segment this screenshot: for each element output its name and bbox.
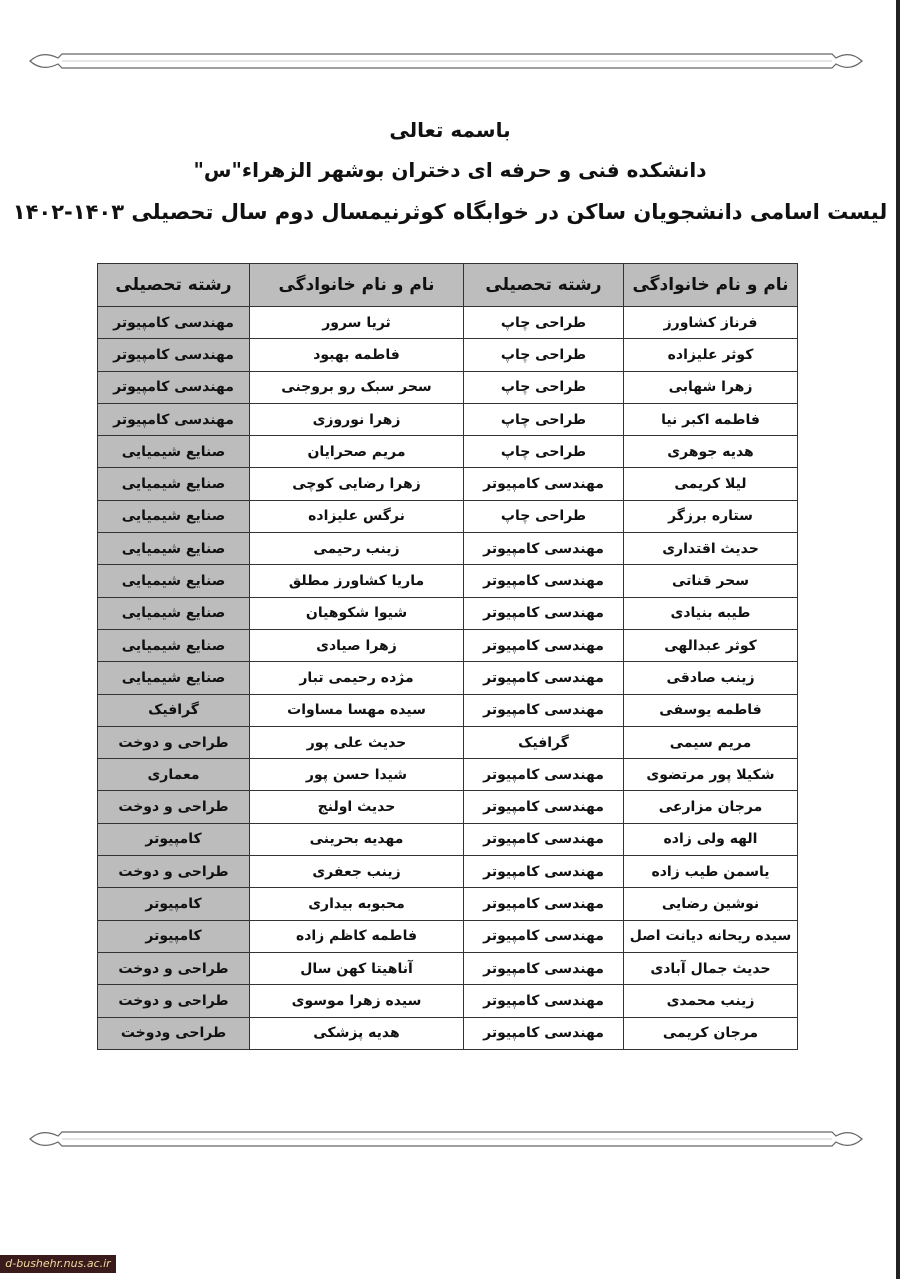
table-body <box>98 307 798 1050</box>
table-row <box>98 533 798 565</box>
cell-name-right: طیبه بنیادی <box>624 597 798 629</box>
cell-name-right: لیلا کریمی <box>624 468 798 500</box>
cell-name-right: یاسمن طیب زاده <box>624 856 798 888</box>
cell-major-right: مهندسی کامپیوتر <box>464 468 624 500</box>
source-watermark: d-bushehr.nus.ac.ir <box>0 1255 116 1273</box>
cell-name-right: حدیث اقتداری <box>624 533 798 565</box>
header-name-left: نام و نام خانوادگی <box>250 264 464 307</box>
table-row <box>98 436 798 468</box>
table-row <box>98 726 798 758</box>
cell-name-left: آناهیتا کهن سال <box>250 952 464 984</box>
cell-name-left: سحر سبک رو بروجنی <box>250 371 464 403</box>
table-row <box>98 791 798 823</box>
cell-major-left: صنایع شیمیایی <box>98 662 250 694</box>
cell-major-left: طراحی و دوخت <box>98 856 250 888</box>
cell-major-left: کامپیوتر <box>98 888 250 920</box>
cell-major-left: صنایع شیمیایی <box>98 436 250 468</box>
cell-name-right: الهه ولی زاده <box>624 823 798 855</box>
header-name-right: نام و نام خانوادگی <box>624 264 798 307</box>
cell-major-left: مهندسی کامپیوتر <box>98 371 250 403</box>
cell-major-left: طراحی و دوخت <box>98 791 250 823</box>
table-row <box>98 597 798 629</box>
cell-name-right: هدیه جوهری <box>624 436 798 468</box>
cell-name-right: مرجان کریمی <box>624 1017 798 1049</box>
cell-name-right: زینب محمدی <box>624 985 798 1017</box>
cell-major-left: کامپیوتر <box>98 823 250 855</box>
cell-name-right: فاطمه یوسفی <box>624 694 798 726</box>
cell-name-left: مهدیه بحرینی <box>250 823 464 855</box>
cell-name-right: مریم سیمی <box>624 726 798 758</box>
cell-name-left: هدیه پزشکی <box>250 1017 464 1049</box>
cell-name-left: ماریا کشاورز مطلق <box>250 565 464 597</box>
cell-name-right: حدیث جمال آبادی <box>624 952 798 984</box>
cell-major-left: گرافیک <box>98 694 250 726</box>
table-row <box>98 662 798 694</box>
cell-major-left: صنایع شیمیایی <box>98 468 250 500</box>
cell-name-right: فرناز کشاورز <box>624 307 798 339</box>
cell-major-left: صنایع شیمیایی <box>98 533 250 565</box>
cell-major-right: طراحی چاپ <box>464 500 624 532</box>
cell-name-left: زینب جعفری <box>250 856 464 888</box>
cell-name-right: سحر قناتی <box>624 565 798 597</box>
cell-name-left: مریم صحرایان <box>250 436 464 468</box>
document-basmala: باسمه تعالی <box>389 118 511 142</box>
cell-major-right: طراحی چاپ <box>464 403 624 435</box>
cell-major-left: کامپیوتر <box>98 920 250 952</box>
cell-name-left: زهرا رضایی کوچی <box>250 468 464 500</box>
bottom-scroll-ornament <box>22 1122 868 1156</box>
cell-name-right: کوثر علیزاده <box>624 339 798 371</box>
cell-name-left: زینب رحیمی <box>250 533 464 565</box>
cell-name-left: فاطمه بهبود <box>250 339 464 371</box>
cell-major-left: صنایع شیمیایی <box>98 500 250 532</box>
cell-name-right: زهرا شهابی <box>624 371 798 403</box>
cell-major-left: مهندسی کامپیوتر <box>98 339 250 371</box>
page-edge <box>896 0 900 1279</box>
table-row <box>98 985 798 1017</box>
cell-name-right: نوشین رضایی <box>624 888 798 920</box>
table-header-row <box>98 264 798 307</box>
table-row <box>98 339 798 371</box>
cell-name-left: حدیث اولنج <box>250 791 464 823</box>
table-row <box>98 694 798 726</box>
table-row <box>98 371 798 403</box>
cell-name-right: فاطمه اکبر نیا <box>624 403 798 435</box>
cell-major-right: مهندسی کامپیوتر <box>464 1017 624 1049</box>
cell-name-left: سیده مهسا مساوات <box>250 694 464 726</box>
cell-name-left: ثریا سرور <box>250 307 464 339</box>
table-row <box>98 307 798 339</box>
cell-major-left: صنایع شیمیایی <box>98 565 250 597</box>
cell-major-right: طراحی چاپ <box>464 436 624 468</box>
cell-major-right: طراحی چاپ <box>464 307 624 339</box>
top-scroll-ornament <box>22 44 868 78</box>
cell-major-right: مهندسی کامپیوتر <box>464 629 624 661</box>
cell-major-right: مهندسی کامپیوتر <box>464 565 624 597</box>
cell-major-right: مهندسی کامپیوتر <box>464 888 624 920</box>
table-row <box>98 888 798 920</box>
cell-name-left: فاطمه کاظم زاده <box>250 920 464 952</box>
cell-major-right: مهندسی کامپیوتر <box>464 759 624 791</box>
cell-major-left: مهندسی کامپیوتر <box>98 403 250 435</box>
cell-major-right: مهندسی کامپیوتر <box>464 791 624 823</box>
cell-major-left: معماری <box>98 759 250 791</box>
cell-major-right: مهندسی کامپیوتر <box>464 662 624 694</box>
cell-major-right: مهندسی کامپیوتر <box>464 856 624 888</box>
cell-major-right: مهندسی کامپیوتر <box>464 952 624 984</box>
table-row <box>98 952 798 984</box>
table-row <box>98 920 798 952</box>
cell-major-left: طراحی و دوخت <box>98 952 250 984</box>
cell-major-right: مهندسی کامپیوتر <box>464 597 624 629</box>
cell-major-right: مهندسی کامپیوتر <box>464 985 624 1017</box>
header-major-left: رشته تحصیلی <box>98 264 250 307</box>
student-roster-table <box>97 263 798 1050</box>
document-title: لیست اسامی دانشجویان ساکن در خوابگاه کوثرنیمسال دوم سال تحصیلی ۱۴۰۳-۱۴۰۲ <box>12 200 888 224</box>
cell-major-right: مهندسی کامپیوتر <box>464 694 624 726</box>
cell-major-right: مهندسی کامپیوتر <box>464 823 624 855</box>
table-row <box>98 403 798 435</box>
cell-name-left: شیدا حسن پور <box>250 759 464 791</box>
cell-major-right: مهندسی کامپیوتر <box>464 533 624 565</box>
cell-major-left: صنایع شیمیایی <box>98 629 250 661</box>
cell-major-right: گرافیک <box>464 726 624 758</box>
table-row <box>98 629 798 661</box>
cell-major-right: مهندسی کامپیوتر <box>464 920 624 952</box>
table-row <box>98 856 798 888</box>
table-row <box>98 759 798 791</box>
header-major-right: رشته تحصیلی <box>464 264 624 307</box>
cell-major-left: طراحی و دوخت <box>98 726 250 758</box>
cell-name-left: حدیث علی پور <box>250 726 464 758</box>
table-row <box>98 468 798 500</box>
cell-major-right: طراحی چاپ <box>464 339 624 371</box>
table-row <box>98 500 798 532</box>
cell-name-right: زینب صادقی <box>624 662 798 694</box>
cell-name-left: نرگس علیزاده <box>250 500 464 532</box>
cell-name-left: شیوا شکوهیان <box>250 597 464 629</box>
table-row <box>98 565 798 597</box>
cell-name-right: کوثر عبدالهی <box>624 629 798 661</box>
table-row <box>98 823 798 855</box>
cell-name-right: مرجان مزارعی <box>624 791 798 823</box>
cell-name-left: زهرا صیادی <box>250 629 464 661</box>
document-institution: دانشکده فنی و حرفه ای دختران بوشهر الزهراء"س" <box>193 158 707 182</box>
cell-name-left: زهرا نوروزی <box>250 403 464 435</box>
cell-name-left: محبوبه بیداری <box>250 888 464 920</box>
cell-name-right: ستاره برزگر <box>624 500 798 532</box>
cell-name-right: شکیلا پور مرتضوی <box>624 759 798 791</box>
cell-major-left: صنایع شیمیایی <box>98 597 250 629</box>
cell-major-right: طراحی چاپ <box>464 371 624 403</box>
cell-major-left: طراحی و دوخت <box>98 985 250 1017</box>
table-row <box>98 1017 798 1049</box>
cell-major-left: مهندسی کامپیوتر <box>98 307 250 339</box>
cell-name-right: سیده ریحانه دیانت اصل <box>624 920 798 952</box>
cell-name-left: سیده زهرا موسوی <box>250 985 464 1017</box>
cell-name-left: مژده رحیمی تبار <box>250 662 464 694</box>
cell-major-left: طراحی ودوخت <box>98 1017 250 1049</box>
